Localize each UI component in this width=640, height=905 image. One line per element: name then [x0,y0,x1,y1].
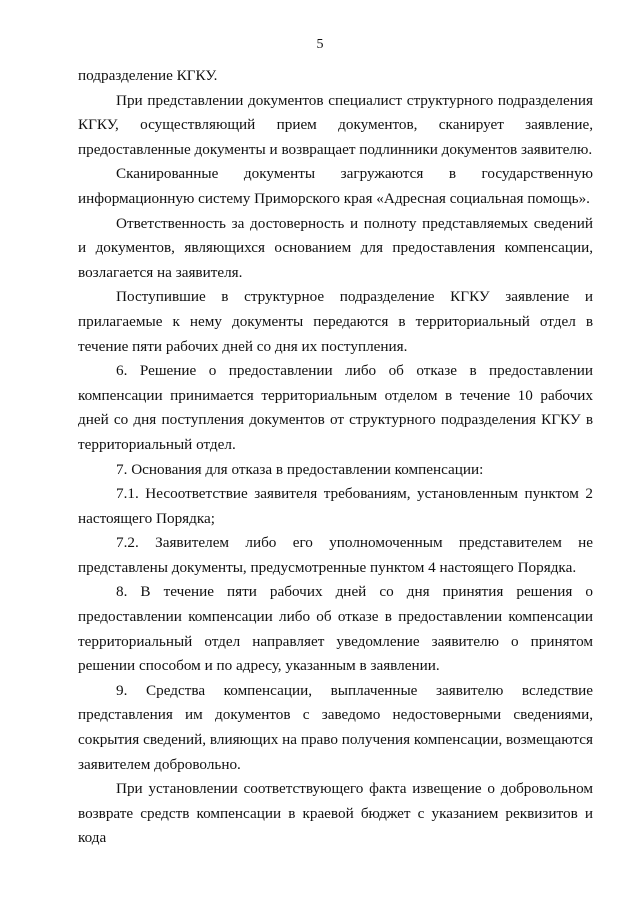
paragraph-responsibility: Ответственность за достоверность и полноту представляемых сведений и документов, являющихся основанием для предоставления компенсации, возлагается на заявителя. [78,214,593,281]
paragraph-return-notice: При установлении соответствующего факта извещение о добровольном возврате средств компенсации в краевой бюджет с указанием реквизитов и кода [78,780,593,847]
paragraph-document-scanning: При представлении документов специалист структурного подразделения КГКУ, осуществляющий прием документов, сканирует заявление, предоставленные документы и возвращает подлинники документов заявителю. [78,91,593,158]
paragraph-item-7-2: 7.2. Заявителем либо его уполномоченным представителем не представлены документы, предусмотренные пунктом 4 настоящего Порядка. [78,534,593,576]
paragraph-continuation: подразделение КГКУ. [78,67,218,84]
paragraph-document-transfer: Поступившие в структурное подразделение КГКУ заявление и прилагаемые к нему документы передаются в территориальный отдел в течение пяти рабочих дней со дня их поступления. [78,288,593,355]
document-body [78,64,593,851]
paragraph-item-8: 8. В течение пяти рабочих дней со дня принятия решения о предоставлении компенсации либо об отказе в предоставлении компенсации территориальный отдел направляет уведомление заявителю о принятом решении способом и по адресу, указанным в заявлении. [78,583,593,675]
paragraph-item-9: 9. Средства компенсации, выплаченные заявителю вследствие представления им документов с заведомо недостоверными сведениями, сокрытия сведений, влияющих на право получения компенсации, возмещаются заявителем добровольно. [78,681,593,773]
paragraph-item-7-1: 7.1. Несоответствие заявителя требованиям, установленным пунктом 2 настоящего Порядка; [78,485,593,527]
page-number: 5 [316,37,324,52]
paragraph-item-7: 7. Основания для отказа в предоставлении компенсации: [116,460,484,478]
paragraph-document-upload: Сканированные документы загружаются в государственную информационную систему Приморского края «Адресная социальная помощь». [78,165,593,207]
paragraph-item-6: 6. Решение о предоставлении либо об отказе в предоставлении компенсации принимается территориальным отделом в течение 10 рабочих дней со дня поступления документов от структурного подразделения КГКУ в территориальный отдел. [78,362,593,453]
